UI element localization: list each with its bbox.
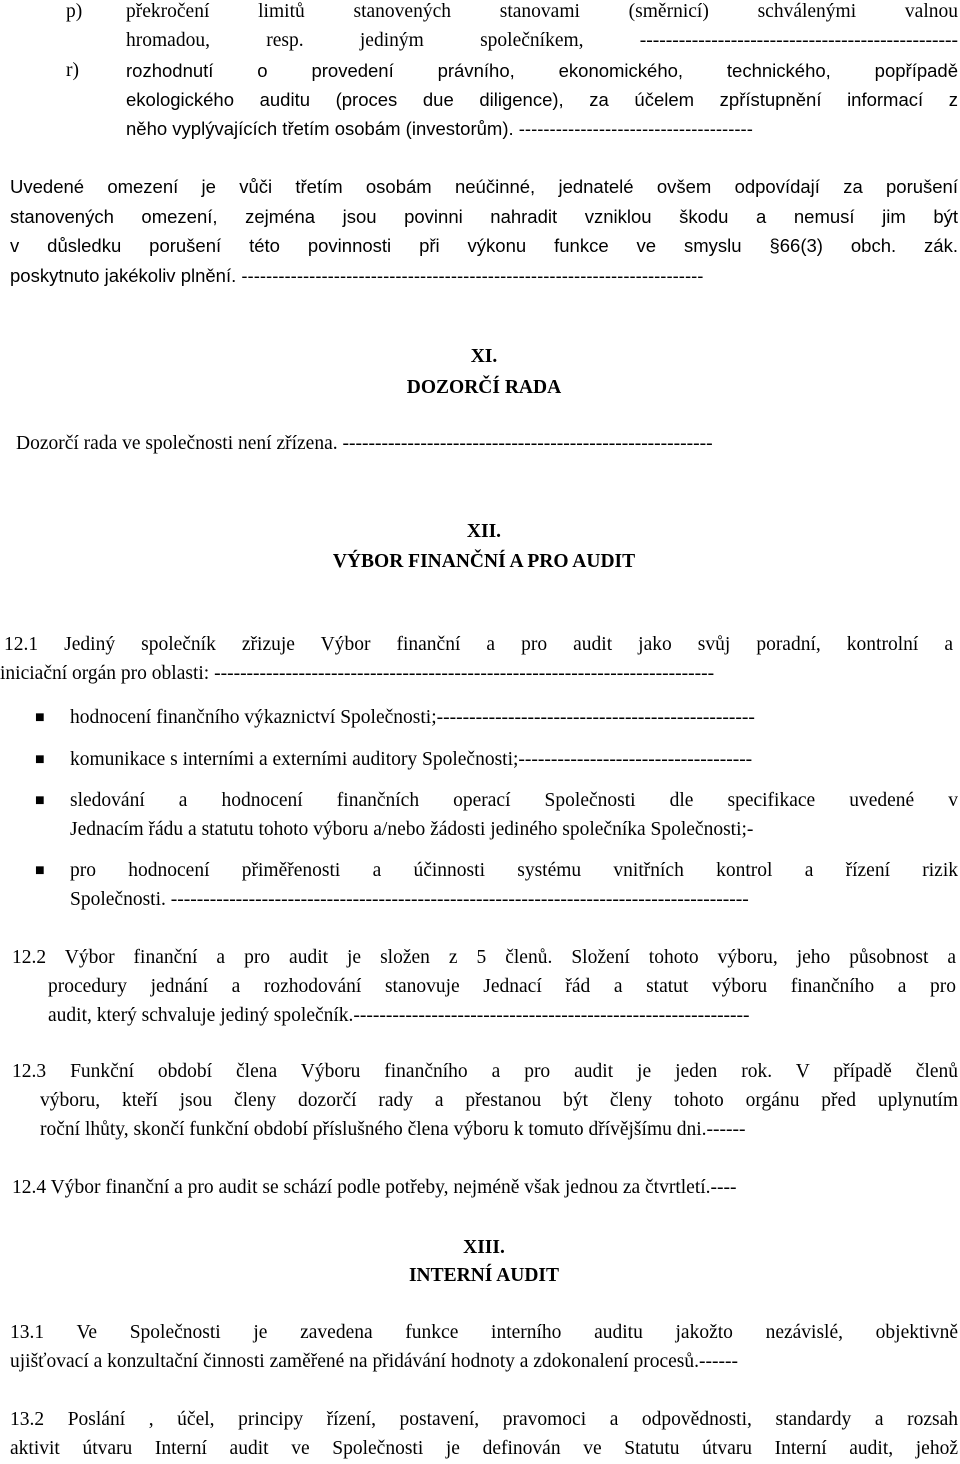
text-line: audit, který schvaluje jediný společník.------------------------------------------------------------- (48, 1005, 750, 1026)
section-number: XI. (470, 346, 498, 367)
bullet-icon: ■ (35, 792, 45, 809)
paragraph-12-3 (12, 1057, 958, 1144)
bullet-icon: ■ (35, 709, 45, 726)
section-title: VÝBOR FINANČNÍ A PRO AUDIT (332, 551, 636, 572)
paragraph-13-1 (10, 1318, 958, 1376)
section-title: DOZORČÍ RADA (406, 377, 562, 398)
section-title: INTERNÍ AUDIT (408, 1265, 560, 1286)
text-line: Společnosti. ----------------------------------------------------------------------------------------- (70, 889, 749, 910)
text-line: 12.3 Funkční období člena Výboru finančního a pro audit je jeden rok. V případě členů (12, 1061, 958, 1082)
text-line: v důsledku porušení této povinnosti při výkonu funkce ve smyslu §66(3) obch. zák. (10, 235, 958, 256)
text-line: 13.1 Ve Společnosti je zavedena funkce interního auditu jakožto nezávislé, objektivně (10, 1322, 958, 1343)
text-line: výboru, kteří jsou členy dozorčí rady a přestanou být členy tohoto orgánu před uplynutím (40, 1090, 958, 1111)
bullet-text (70, 786, 958, 844)
text-line: sledování a hodnocení finančních operací Společnosti dle specifikace uvedené v (70, 790, 958, 811)
text-line: 12.1 Jediný společník zřizuje Výbor finanční a pro audit jako svůj poradní, kontrolní a (4, 634, 953, 655)
bullet-text (70, 745, 958, 774)
bullet-icon: ■ (35, 751, 45, 768)
text-line: Uvedené omezení je vůči třetím osobám neúčinné, jednatelé ovšem odpovídají za porušení (10, 176, 958, 197)
paragraph-12-2 (12, 943, 956, 1030)
text-line: procedury jednání a rozhodování stanovuje Jednací řád a statut výboru finančního a pro (48, 976, 956, 997)
paragraph-12-1 (0, 630, 953, 688)
text-line: hodnocení finančního výkaznictví Společnosti;------------------------------------------------- (70, 707, 755, 728)
paragraph-12-4: 12.4 Výbor finanční a pro audit se schází podle potřeby, nejméně však jednou za čtvrtletí.---- (12, 1177, 737, 1198)
paragraph-13-2 (10, 1405, 958, 1463)
section-number: XII. (466, 521, 502, 542)
text-line: stanovených omezení, zejména jsou povinni nahradit vzniklou škodu a nemusí jim být (10, 205, 958, 227)
list-item-text (126, 56, 958, 143)
text-line: hromadou, resp. jediným společníkem, ------------------------------------------------- (126, 30, 958, 51)
text-line: ujišťovací a konzultační činnosti zaměřené na přidávání hodnoty a zdokonalení procesů.------ (10, 1351, 738, 1372)
section-number: XIII. (463, 1237, 505, 1258)
restriction-paragraph (10, 172, 958, 290)
text-line: překročení limitů stanovených stanovami (směrnicí) schválenými valnou (126, 1, 958, 22)
text-line: komunikace s interními a externími auditory Společnosti;------------------------------------ (70, 749, 753, 770)
text-line: něho vyplývajících třetím osobám (investorům). -------------------------------------- (126, 118, 753, 139)
text-line: roční lhůty, skončí funkční období příslušného člena výboru k tomuto dřívějšímu dni.------ (40, 1119, 746, 1140)
bullet-icon: ■ (35, 862, 45, 879)
text-line: iniciační orgán pro oblasti: ----------------------------------------------------------------------------- (0, 663, 715, 684)
list-item-label: r) (66, 60, 79, 81)
text-line: pro hodnocení přiměřenosti a účinnosti systému vnitřních kontrol a řízení rizik (70, 860, 958, 881)
text-line: 12.2 Výbor finanční a pro audit je složen z 5 členů. Složení tohoto výboru, jeho působnost a (12, 947, 956, 968)
bullet-text (70, 703, 958, 732)
text-line: rozhodnutí o provedení právního, ekonomického, technického, popřípadě (126, 60, 958, 81)
text-line: Jednacím řádu a statutu tohoto výboru a/nebo žádosti jediného společníka Společnosti;- (70, 819, 754, 840)
section-xi-text: Dozorčí rada ve společnosti není zřízena. --------------------------------------------------------- (16, 433, 713, 454)
text-line: 13.2 Poslání , účel, principy řízení, postavení, pravomoci a odpovědnosti, standardy a rozsah (10, 1409, 958, 1430)
bullet-text (70, 856, 958, 914)
text-line: poskytnuto jakékoliv plnění. --------------------------------------------------------------------------- (10, 264, 704, 286)
list-item-label: p) (66, 1, 83, 22)
text-line: ekologického auditu (proces due diligence), za účelem zpřístupnění informací z (126, 89, 958, 110)
list-item-text (126, 0, 958, 55)
text-line: aktivit útvaru Interní audit ve Společnosti je definován ve Statutu útvaru Interní audit, jehož (10, 1438, 958, 1459)
